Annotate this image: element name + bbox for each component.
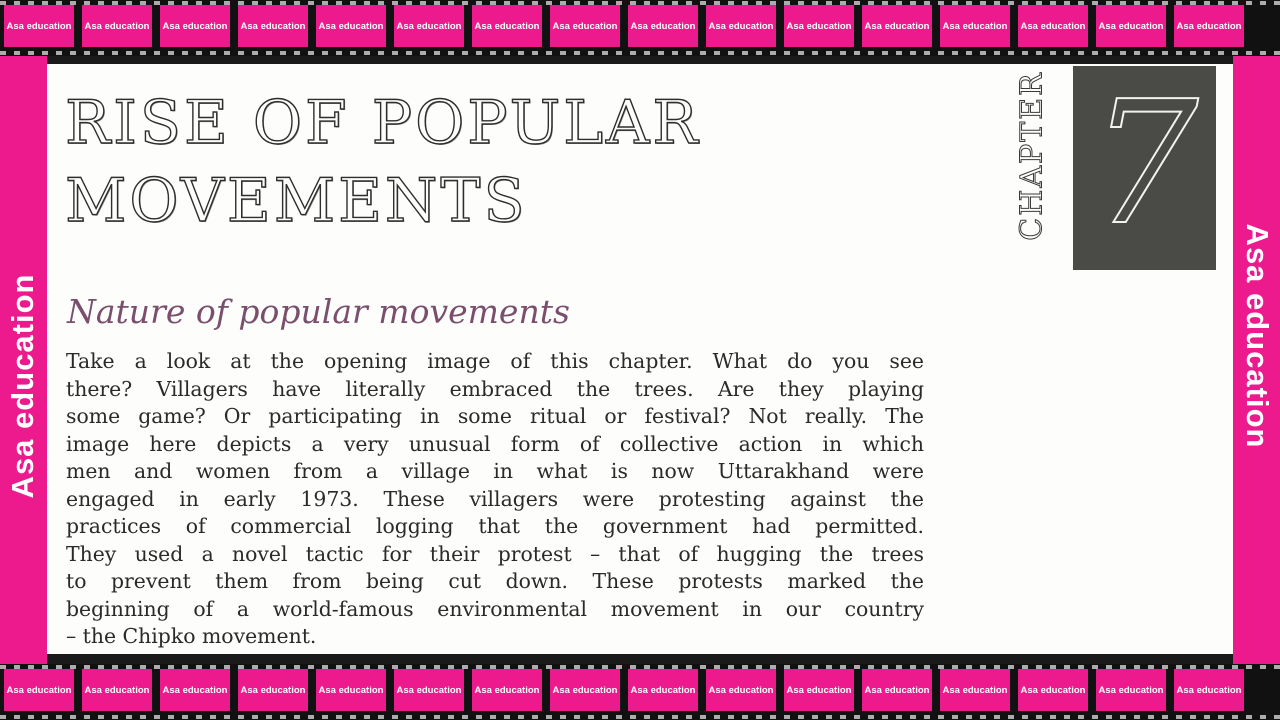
watermark-tile: Asa education [862,5,932,47]
paragraph-line: there? Villagers have literally embraced the trees. Are they playing [66,376,924,401]
paragraph-line: practices of commercial logging that the government had permitted. [66,514,924,538]
watermark-tile: Asa education [706,669,776,711]
watermark-tile: Asa education [784,669,854,711]
paragraph-line: beginning of a world-famous environmental movement in our country [66,596,924,621]
paragraph-line: engaged in early 1973. These villagers were protesting against the [66,486,924,511]
chapter-number-box [1073,66,1216,270]
watermark-tile: Asa education [4,669,74,711]
document-page [47,64,1233,654]
watermark-tile: Asa education [940,669,1010,711]
watermark-tile: Asa education [160,669,230,711]
watermark-tile: Asa education [238,669,308,711]
watermark-tile: Asa education [1174,5,1244,47]
paragraph-line: – the Chipko movement. [66,624,317,648]
watermark-tiles-bottom [4,669,1280,711]
side-watermark-text: Asa education [1240,223,1275,449]
watermark-tile: Asa education [160,5,230,47]
watermark-tile: Asa education [394,669,464,711]
watermark-tile: Asa education [940,5,1010,47]
watermark-tiles-top [4,5,1280,47]
watermark-tile: Asa education [862,669,932,711]
watermark-tile: Asa education [316,5,386,47]
watermark-tile: Asa education [706,5,776,47]
chapter-title-line: MOVEMENTS [65,166,528,236]
watermark-tile: Asa education [82,5,152,47]
watermark-tile: Asa education [1096,669,1166,711]
paragraph-line: Take a look at the opening image of this chapter. What do you see [66,349,924,373]
chapter-title-line: RISE OF POPULAR [65,88,701,158]
body-paragraph [66,348,924,651]
side-watermark-text: Asa education [5,273,40,499]
bottom-watermark-strip [0,664,1280,720]
watermark-tile: Asa education [550,5,620,47]
section-heading: Nature of popular movements [67,292,570,331]
watermark-tile: Asa education [1018,5,1088,47]
film-perforation [0,715,1280,719]
chapter-label: CHAPTER [1014,71,1050,241]
top-watermark-strip [0,0,1280,56]
watermark-tile: Asa education [628,669,698,711]
watermark-tile: Asa education [550,669,620,711]
watermark-tile: Asa education [628,5,698,47]
film-perforation [0,51,1280,55]
chapter-number: 7 [1090,65,1199,263]
chapter-title [65,84,701,240]
paragraph-line: image here depicts a very unusual form of collective action in which [66,431,924,456]
watermark-tile: Asa education [316,669,386,711]
paragraph-line: to prevent them from being cut down. These protests marked the [66,569,924,593]
paragraph-line: some game? Or participating in some ritual or festival? Not really. The [66,404,924,428]
left-watermark-bar [0,56,47,664]
paragraph-line: men and women from a village in what is now Uttarakhand were [66,459,924,483]
watermark-tile: Asa education [472,5,542,47]
watermark-tile: Asa education [1174,669,1244,711]
watermark-tile: Asa education [238,5,308,47]
watermark-tile: Asa education [1018,669,1088,711]
right-watermark-bar [1233,56,1280,664]
watermark-tile: Asa education [82,669,152,711]
watermark-tile: Asa education [1096,5,1166,47]
watermark-tile: Asa education [394,5,464,47]
paragraph-line: They used a novel tactic for their protest – that of hugging the trees [66,541,924,566]
watermark-tile: Asa education [784,5,854,47]
watermark-tile: Asa education [472,669,542,711]
watermark-tile: Asa education [4,5,74,47]
